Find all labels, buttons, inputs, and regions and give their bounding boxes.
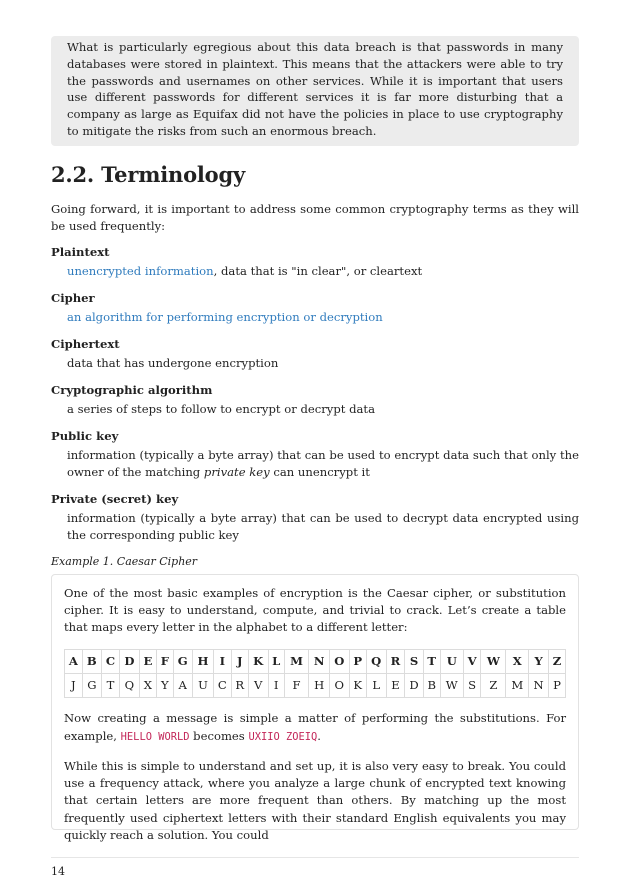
plain-alphabet-row [65,649,566,673]
cipher-letter-cell: I [268,673,284,697]
term-plaintext: Plaintext [51,244,110,259]
term-public-key: Public key [51,428,119,443]
code-ciphertext: UXIIO ZOEIQ [248,730,318,743]
cipher-letter-cell: V [248,673,268,697]
link-unencrypted-information[interactable]: unencrypted information [67,263,214,278]
term-ciphertext: Ciphertext [51,336,120,351]
cipher-letter-cell: K [349,673,366,697]
cipher-table [64,649,566,699]
intro-paragraph: Going forward, it is important to address some common cryptography terms as they will be used frequently: [51,201,579,233]
footer-divider [51,857,579,858]
cipher-letter-cell: B [423,673,440,697]
def-private-key: information (typically a byte array) that can be used to decrypt data encrypted using the corresponding public key [67,510,579,542]
plain-letter-cell: F [157,649,173,673]
page-content [51,36,579,843]
plain-letter-cell: C [101,649,119,673]
code-plaintext: HELLO WORLD [120,730,190,743]
cipher-letter-cell: D [405,673,423,697]
plain-letter-cell: W [481,649,506,673]
cipher-letter-cell: X [139,673,156,697]
section-title: 2.2. Terminology [51,161,245,187]
example-block [51,574,579,843]
plain-letter-cell: V [463,649,481,673]
plain-letter-cell: J [231,649,248,673]
plain-letter-cell: K [248,649,268,673]
cipher-letter-cell: Z [481,673,506,697]
cipher-letter-cell: S [463,673,481,697]
cipher-letter-cell: H [309,673,330,697]
cipher-letter-cell: N [529,673,549,697]
cipher-letter-cell: T [101,673,119,697]
plain-letter-cell: E [139,649,156,673]
example-paragraph-3: While this is simple to understand and set up, it is also very easy to break. You could use a frequency attack, where you analyze a large chunk of encrypted text knowing that certain letters are more frequent than others. By matching up the most frequently used ciphertext letters with their standard English equivalents you may quickly reach a solution. You could [64,758,566,843]
plain-letter-cell: Q [366,649,386,673]
cipher-letter-cell: Y [157,673,173,697]
plain-letter-cell: T [423,649,440,673]
plain-letter-cell: S [405,649,423,673]
def-ciphertext: data that has undergone encryption [67,355,279,370]
def-cipher [67,309,579,326]
cipher-letter-cell: Q [120,673,140,697]
plain-letter-cell: N [309,649,330,673]
cipher-letter-cell: W [440,673,463,697]
cipher-letter-cell: A [173,673,192,697]
def-public-key: information (typically a byte array) that can be used to encrypt data such that only the owner of the matching private key can unencrypt it [67,447,579,479]
cipher-letter-cell: M [506,673,529,697]
plain-letter-cell: U [440,649,463,673]
sidebar-note [51,36,579,146]
cipher-letter-cell: C [214,673,232,697]
plain-letter-cell: Y [529,649,549,673]
def-cryptographic-algorithm: a series of steps to follow to encrypt or decrypt data [67,401,375,416]
plain-letter-cell: Z [548,649,565,673]
cipher-letter-cell: F [284,673,309,697]
example-paragraph-1: One of the most basic examples of encryption is the Caesar cipher, or substitution cipher. It is easy to understand, compute, and trivial to crack. Let’s create a table that maps every letter in the alphabet to a different letter: [64,585,566,635]
plain-letter-cell: B [82,649,101,673]
plain-letter-cell: H [192,649,213,673]
cipher-letter-cell: E [386,673,405,697]
example-title: Example 1. Caesar Cipher [51,554,198,568]
term-cryptographic-algorithm: Cryptographic algorithm [51,382,213,397]
plain-letter-cell: M [284,649,309,673]
term-cipher: Cipher [51,290,95,305]
def-plaintext: unencrypted information, data that is "in clear", or cleartext [67,263,423,278]
cipher-letter-cell: O [329,673,349,697]
plain-letter-cell: X [506,649,529,673]
plain-letter-cell: A [65,649,83,673]
cipher-letter-cell: L [366,673,386,697]
term-private-key: Private (secret) key [51,491,179,506]
plain-letter-cell: D [120,649,140,673]
cipher-letter-cell: R [231,673,248,697]
cipher-letter-cell: G [82,673,101,697]
plain-letter-cell: O [329,649,349,673]
cipher-letter-cell: J [65,673,83,697]
link-algorithm[interactable]: an algorithm for performing encryption or decryption [67,309,383,324]
cipher-letter-cell: U [192,673,213,697]
plain-letter-cell: R [386,649,405,673]
cipher-alphabet-row [65,673,566,697]
example-paragraph-2: Now creating a message is simple a matter of performing the substitutions. For example, HELLO WORLD becomes UXIIO ZOEIQ. [64,711,566,743]
plain-letter-cell: G [173,649,192,673]
page-number: 14 [51,865,65,878]
plain-letter-cell: P [349,649,366,673]
terminology-list [51,244,579,544]
plain-letter-cell: L [268,649,284,673]
sidebar-text: What is particularly egregious about this data breach is that passwords in many databases were stored in plaintext. This means that the attackers were able to try the passwords and usernames on other services. While it is important that users use different passwords for different services it is far more disturbing that a company as large as Equifax did not have the policies in place to use cryptography to mitigate the risks from such an enormous breach. [67,40,563,138]
cipher-letter-cell: P [548,673,565,697]
plain-letter-cell: I [214,649,232,673]
